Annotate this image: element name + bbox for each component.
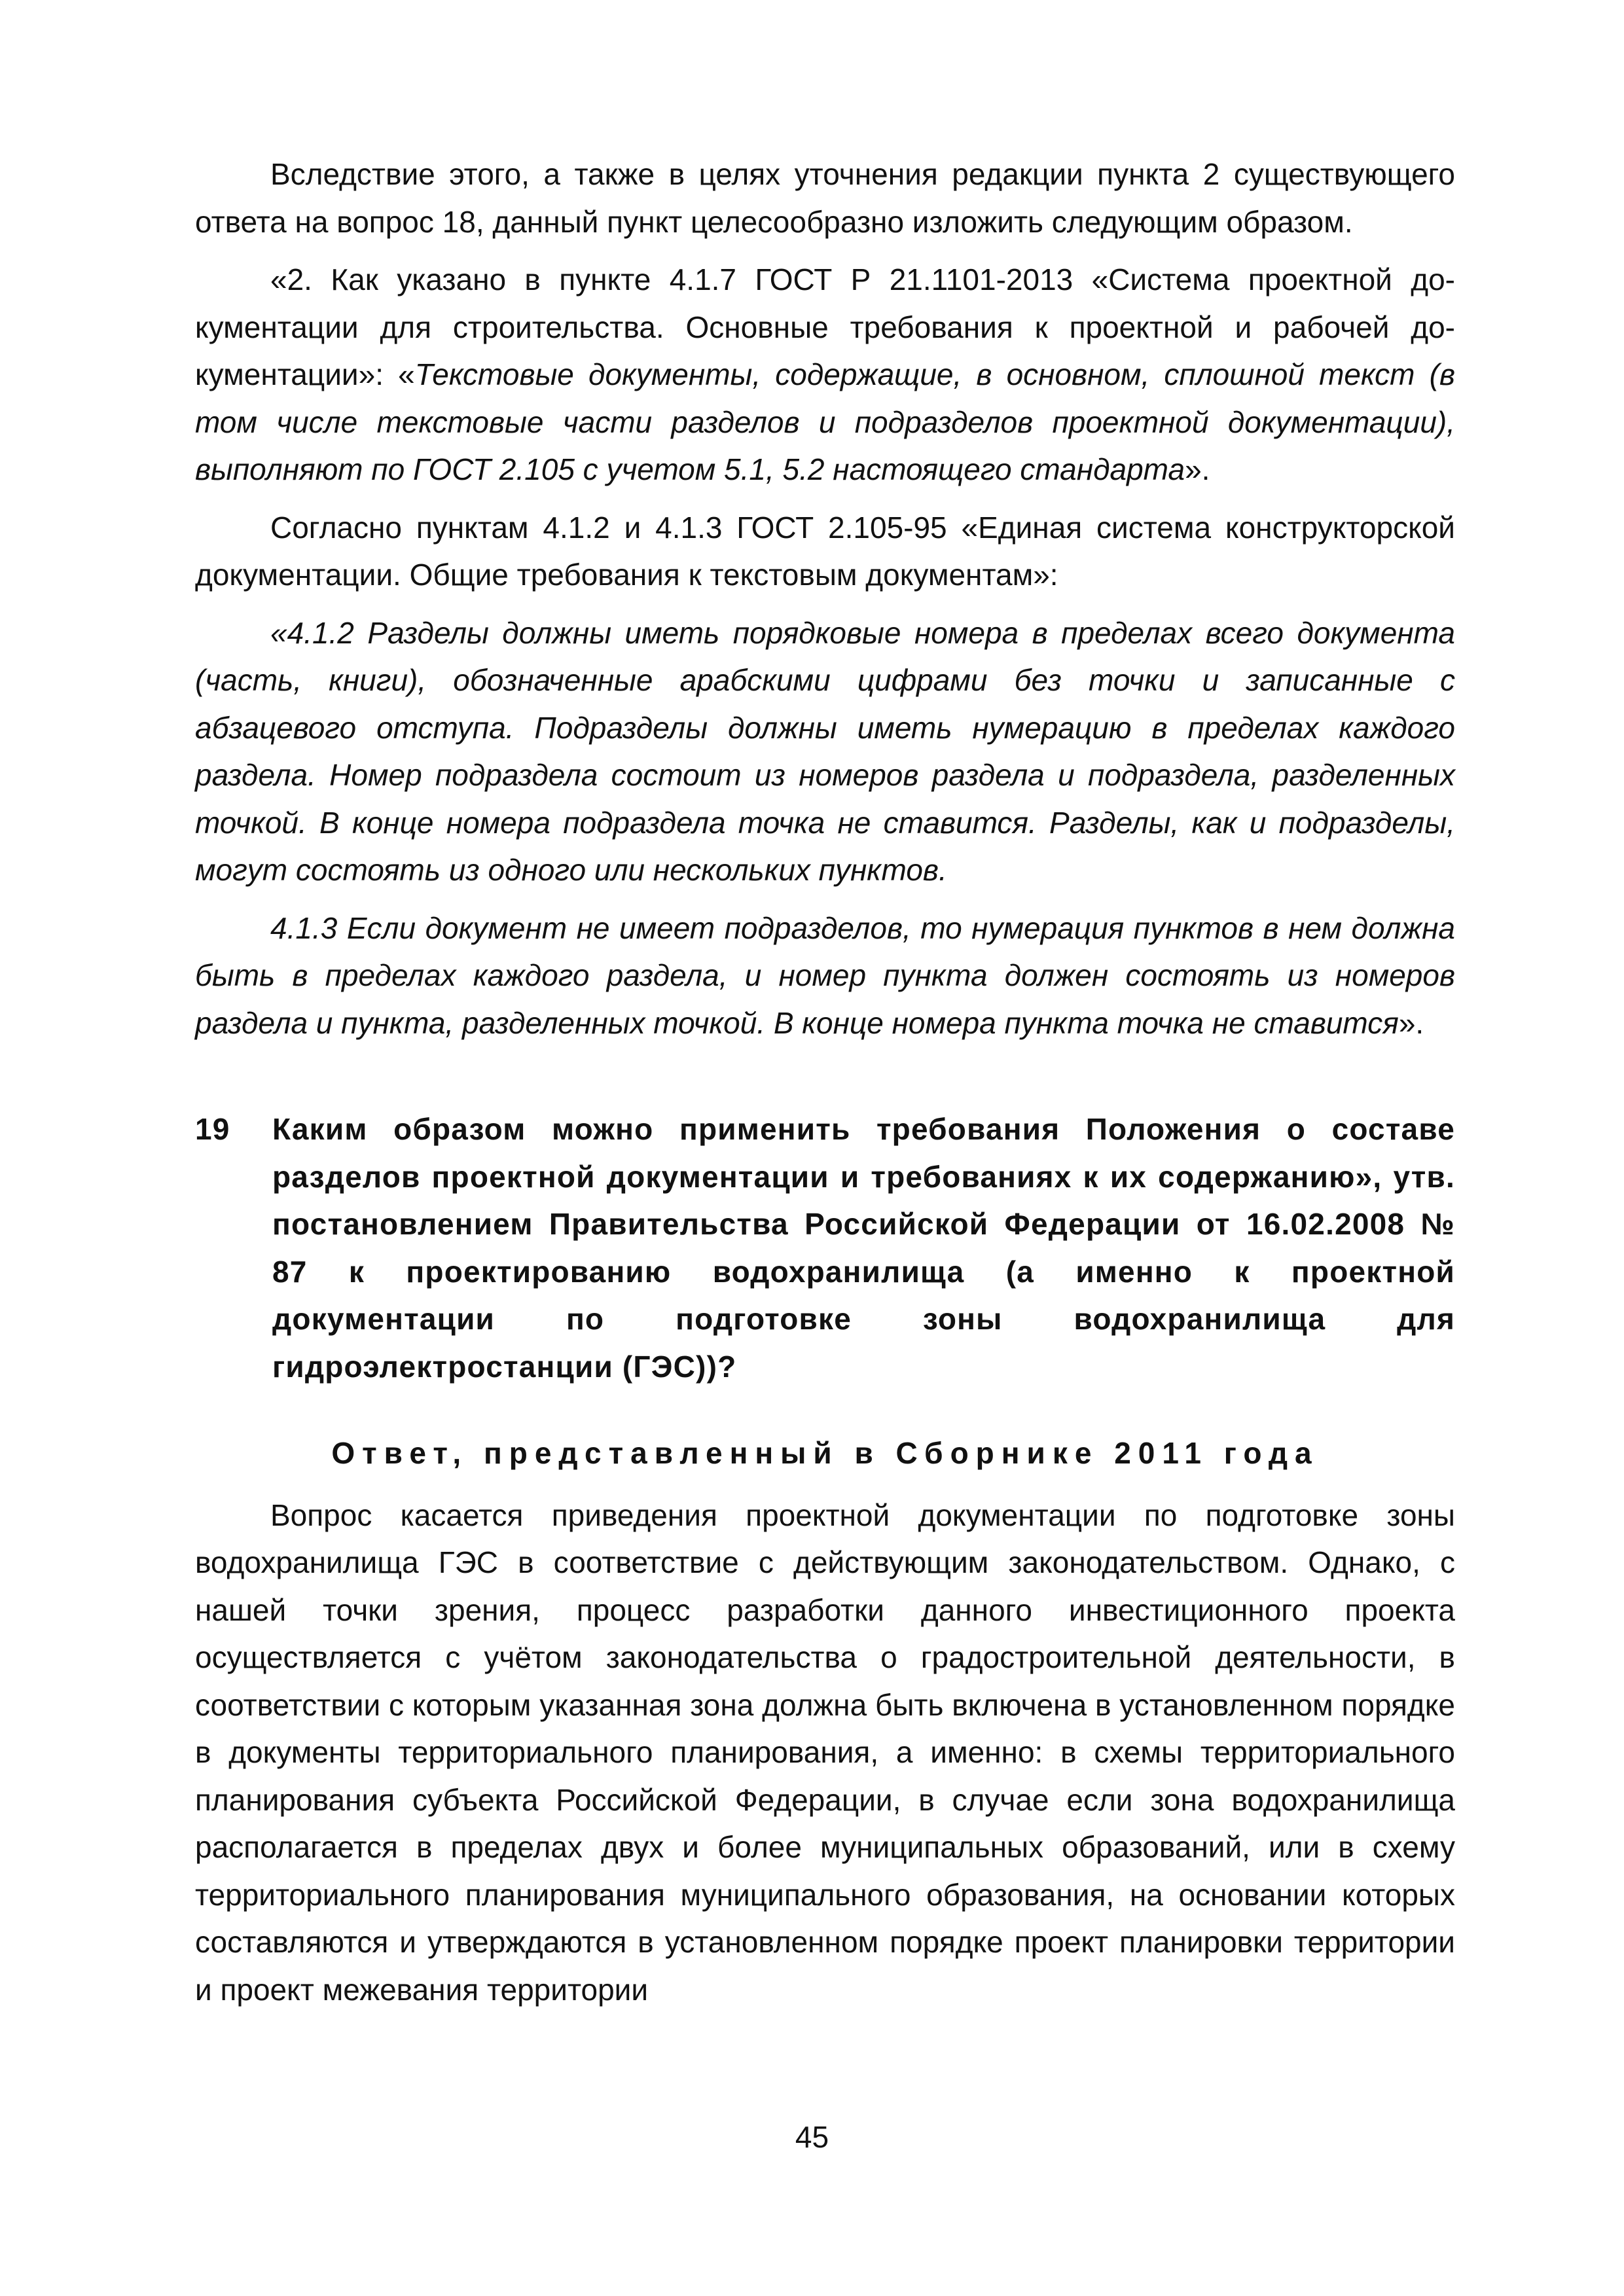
item-2-quote: Текстовые документы, содержащие, в основном, сплошной текст (в том числе текстовые части разделов и подразделов проектной документации), выполняют по ГОСТ 2.105 с учетом 5.1, 5.2 настоящего стандарта: [195, 357, 1455, 486]
question-text: Каким образом можно применить требования Положения о составе разделов проектной документации и требованиях к их содержанию», утв. постановлением Правительства Российской Федерации от 16.02.2008 № 87 к проектированию водохранилища (а именно к проектной документации по подготовке зоны водохранилища для гидроэлектростанции (ГЭС))?: [272, 1112, 1455, 1384]
question-19: [195, 1105, 1455, 1390]
paragraph-consequence: Вследствие этого, а также в целях уточнения редакции пункта 2 существующего ответа на вопрос 18, данный пункт целесообразно изложить следующим образом.: [195, 157, 1455, 239]
item-2-lead: «2. Как указано в пункте 4.1.7 ГОСТ Р 21.1101-2013 «Система проектной документации для строительства. Основные требования к проектной и рабочей документации»: «: [195, 262, 1455, 391]
paragraph-gost-reference: Согласно пунктам 4.1.2 и 4.1.3 ГОСТ 2.105-95 «Единая система конструкторской документации. Общие требования к текстовым документам»:: [195, 510, 1455, 592]
quote-4-1-2: «4.1.2 Разделы должны иметь порядковые номера в пределах всего документа (часть, книги), обозначенные арабскими цифрами без точки и записанные с абзацевого отступа. Подразделы должны иметь нумерацию в пределах каждого раздела. Номер подраздела состоит из номеров раздела и подраздела, разделенных точкой. В конце номера подраздела точка не ставится. Разделы, как и подразделы, могут состоять из одного или нескольких пунктов.: [195, 615, 1455, 887]
page-number: 45: [795, 2120, 829, 2154]
document-page: [195, 151, 1455, 2013]
quote-4-1-3-text: 4.1.3 Если документ не имеет подразделов, то нумерация пунктов в нем должна быть в пределах каждого раздела, и номер пункта должен состоять из номеров раздела и пункта, разделенных точкой. В конце номера пункта точка не ставится: [195, 910, 1455, 1040]
item-2-tail: ».: [1185, 452, 1210, 486]
quote-4-1-3: [195, 905, 1455, 1047]
paragraph-item-2: [195, 256, 1455, 493]
quote-4-1-3-tail: ».: [1398, 1005, 1424, 1040]
answer-heading: Ответ, представленный в Сборнике 2011 года: [331, 1436, 1319, 1470]
question-number: 19: [195, 1112, 230, 1146]
paragraph-answer: Вопрос касается приведения проектной документации по подготовке зоны водохранилища ГЭС в соответствие с действующим законодательством. Однако, с нашей точки зрения, процесс разработки данного инвестиционного проекта осуществляется с учётом законодательства о градостроительной деятельности, в соответствии с которым указанная зона должна быть включена в установленном порядке в документы территориального планирования, а именно: в схемы территориального планирования субъекта Российской Федерации, в случае если зона водохранилища располагается в пределах двух и более муниципальных образований, или в схему территориального планирования муниципального образования, на основании которых составляются и утверждаются в установленном порядке проект планировки территории и проект межевания территории: [195, 1498, 1455, 2007]
